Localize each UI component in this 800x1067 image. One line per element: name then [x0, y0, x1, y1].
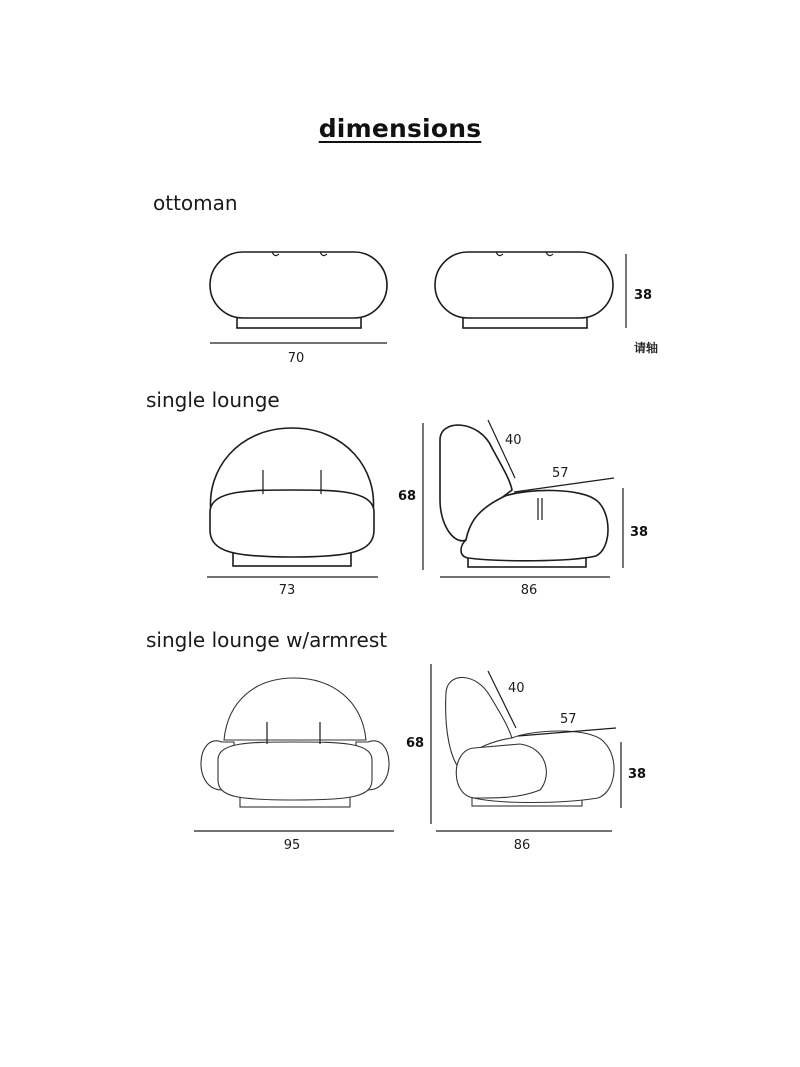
- ottoman-side-view: [435, 252, 658, 355]
- armrest-lounge-side-view: [406, 664, 646, 853]
- section-label-single-lounge-armrest: single lounge w/armrest: [146, 628, 388, 652]
- armrest-lounge-height-label: 68: [406, 736, 425, 751]
- ottoman-front-cushion: [210, 252, 387, 318]
- armrest-lounge-side-arm: [456, 744, 546, 798]
- armrest-lounge-front-view: [194, 678, 394, 853]
- single-lounge-seat-depth-label: 57: [552, 466, 569, 481]
- single-lounge-width-label: 73: [278, 583, 296, 598]
- section-label-single-lounge: single lounge: [146, 388, 280, 412]
- single-lounge-front-view: [207, 428, 378, 598]
- ottoman-side-cushion: [435, 252, 613, 318]
- armrest-lounge-seat-height-label: 38: [628, 767, 647, 782]
- section-label-ottoman: ottoman: [153, 191, 238, 215]
- single-lounge-depth-label: 86: [520, 583, 538, 598]
- armrest-lounge-depth-label: 86: [513, 838, 531, 853]
- single-lounge-back-label: 40: [505, 433, 522, 448]
- ottoman-width-label: 70: [287, 351, 305, 366]
- page-title: dimensions: [318, 114, 482, 143]
- armrest-lounge-front-seat: [218, 742, 372, 800]
- single-lounge-front-seat: [210, 490, 374, 557]
- armrest-lounge-back-label: 40: [508, 681, 525, 696]
- ottoman-cropped-note: 请轴: [634, 341, 659, 355]
- single-lounge-height-label: 68: [398, 489, 417, 504]
- armrest-lounge-front-backrest: [224, 678, 366, 740]
- armrest-lounge-width-label: 95: [283, 838, 301, 853]
- ottoman-front-view: [210, 252, 387, 366]
- ottoman-height-label: 38: [634, 288, 653, 303]
- armrest-lounge-seat-depth-label: 57: [560, 712, 577, 727]
- single-lounge-side-view: [398, 420, 648, 598]
- single-lounge-seat-height-label: 38: [630, 525, 649, 540]
